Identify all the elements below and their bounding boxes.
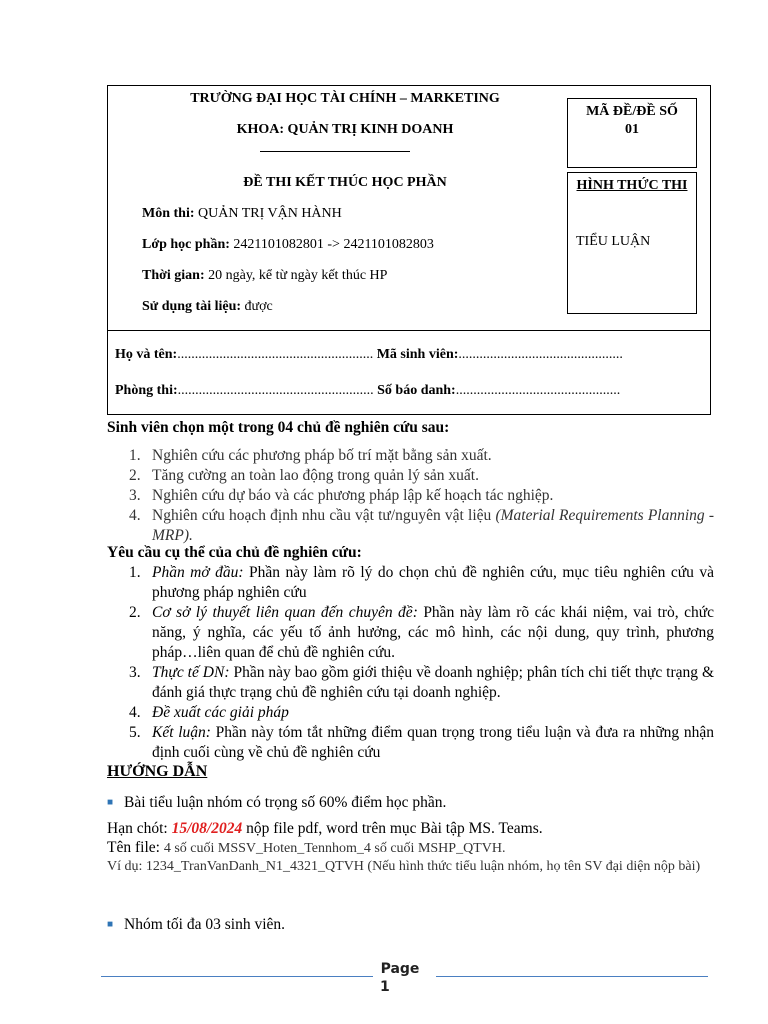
requirement-num: 3.: [129, 664, 141, 681]
topics-heading: Sinh viên chọn một trong 04 chủ đề nghiên cứu sau:: [107, 419, 450, 436]
requirement-num: 2.: [129, 604, 141, 621]
guide-bullet-weight: Bài tiểu luận nhóm có trọng số 60% điểm học phần.: [124, 794, 447, 811]
room-field-label: Phòng thi:: [115, 383, 178, 398]
subject-row: [142, 206, 342, 222]
bullet-square-icon: ■: [107, 919, 114, 930]
requirement-italic: Kết luận:: [152, 724, 211, 741]
requirement-italic: Phần mở đầu:: [152, 564, 244, 581]
material-row: [142, 299, 273, 315]
exam-form-label: HÌNH THỨC THI: [576, 178, 688, 193]
filename-line: [107, 839, 505, 858]
deadline-rest: nộp file pdf, word trên mục Bài tập MS. Teams.: [246, 820, 543, 837]
topic-text: Nghiên cứu hoạch định nhu cầu vật tư/nguyên vật liệu: [152, 507, 492, 524]
university-name: TRƯỜNG ĐẠI HỌC TÀI CHÍNH – MARKETING: [190, 91, 500, 106]
requirements-list: [107, 563, 714, 763]
topic-text: Tăng cường an toàn lao động trong quản lý sản xuất.: [152, 467, 479, 484]
requirement-text: Phần này tóm tắt những điểm quan trọng trong tiểu luận và đưa ra những nhận định cuối cùng về chủ đề nghiên cứu: [152, 724, 715, 761]
exam-form-value: TIỂU LUẬN: [576, 234, 651, 249]
topic-item: [107, 466, 714, 486]
topic-num: 2.: [129, 467, 141, 484]
time-value: 20 ngày, kể từ ngày kết thúc HP: [208, 268, 388, 283]
name-field-label: Họ và tên:: [115, 347, 178, 362]
page-number-value: 1: [380, 979, 390, 995]
topic-num: 3.: [129, 487, 141, 504]
page-label: Page: [380, 961, 420, 977]
topic-item: [107, 446, 714, 466]
header-divider: [107, 330, 711, 331]
topic-item: [107, 486, 714, 506]
class-row: [142, 237, 434, 253]
requirement-text: Phần này làm rõ lý do chọn chủ đề nghiên cứu, mục tiêu nghiên cứu và phương pháp nghiên cứu: [152, 564, 714, 601]
exam-code-value: 01: [625, 122, 639, 137]
topics-list: [107, 446, 714, 546]
deadline-label: Hạn chót:: [107, 820, 168, 837]
topic-item: [107, 506, 714, 546]
topic-text: Nghiên cứu dự báo và các phương pháp lập kế hoạch tác nghiệp.: [152, 487, 554, 504]
sbd-dots[interactable]: ...............................................: [455, 383, 621, 398]
name-field-dots[interactable]: ........................................................: [177, 347, 374, 362]
page-number: [378, 960, 422, 996]
exam-code-label: MÃ ĐỀ/ĐỀ SỐ: [586, 104, 678, 119]
requirement-item: [107, 723, 714, 763]
subject-value: QUẢN TRỊ VẬN HÀNH: [198, 206, 342, 221]
student-id-label: Mã sinh viên:: [376, 347, 459, 362]
requirement-item: [107, 663, 714, 703]
filename-example: Ví dụ: 1234_TranVanDanh_N1_4321_QTVH (Nếu hình thức tiểu luận nhóm, họ tên SV đại diện nộp bài): [107, 859, 701, 874]
requirements-heading: Yêu cầu cụ thể của chủ đề nghiên cứu:: [107, 544, 362, 561]
requirement-italic: Thực tế DN:: [152, 664, 230, 681]
requirement-num: 1.: [129, 564, 141, 581]
requirement-text: Phần này bao gồm giới thiệu về doanh nghiệp; phân tích chi tiết thực trạng & đánh giá thực trạng chủ đề nghiên cứu tại doanh nghiệp.: [152, 664, 715, 701]
requirement-italic: Đề xuất các giải pháp: [152, 704, 289, 721]
class-value: 2421101082801 -> 2421101082803: [233, 237, 434, 252]
requirement-item: [107, 603, 714, 663]
filename-label: Tên file:: [107, 839, 160, 856]
material-value: được: [244, 299, 273, 314]
requirement-item: [107, 703, 714, 723]
subject-label: Môn thi:: [142, 206, 195, 221]
footer-rule-left: [101, 976, 373, 977]
requirement-item: [107, 563, 714, 603]
requirement-num: 4.: [129, 704, 141, 721]
guide-bullet-group-size: Nhóm tối đa 03 sinh viên.: [124, 916, 286, 933]
room-row: [115, 383, 620, 399]
class-label: Lớp học phần:: [142, 237, 230, 252]
deadline-date: 15/08/2024: [171, 820, 243, 837]
requirement-num: 5.: [129, 724, 141, 741]
requirement-text: Phần này làm rõ các khái niệm, vai trò, chức năng, ý nghĩa, các yếu tố ảnh hưởng, các mô hình, các nội dung, quy trình, phương pháp…liên quan để chủ đề nghiên cứu.: [152, 604, 715, 661]
student-id-dots[interactable]: ...............................................: [458, 347, 623, 362]
guide-heading: HƯỚNG DẪN: [107, 763, 208, 780]
footer-rule-right: [436, 976, 708, 977]
exam-form-box: [567, 172, 697, 314]
room-field-dots[interactable]: ........................................................: [177, 383, 374, 398]
sbd-label: Số báo danh:: [377, 383, 456, 398]
deadline-line: [107, 819, 543, 839]
topic-num: 1.: [129, 447, 141, 464]
name-row: [115, 347, 623, 363]
topic-italic: (Material Requirements Planning - MRP).: [152, 507, 714, 544]
exam-title: ĐỀ THI KẾT THÚC HỌC PHẦN: [243, 175, 447, 190]
filename-value: 4 số cuối MSSV_Hoten_Tennhom_4 số cuối MSHP_QTVH.: [163, 841, 506, 856]
exam-code-box: [567, 98, 697, 168]
title-underline: [260, 151, 410, 152]
time-row: [142, 268, 387, 284]
material-label: Sử dụng tài liệu:: [142, 299, 242, 314]
requirement-italic: Cơ sở lý thuyết liên quan đến chuyên đề:: [152, 604, 418, 621]
faculty-name: KHOA: QUẢN TRỊ KINH DOANH: [236, 122, 454, 137]
bullet-square-icon: ■: [107, 797, 114, 808]
topic-num: 4.: [129, 507, 141, 524]
topic-text: Nghiên cứu các phương pháp bố trí mặt bằng sản xuất.: [152, 447, 492, 464]
time-label: Thời gian:: [142, 268, 205, 283]
